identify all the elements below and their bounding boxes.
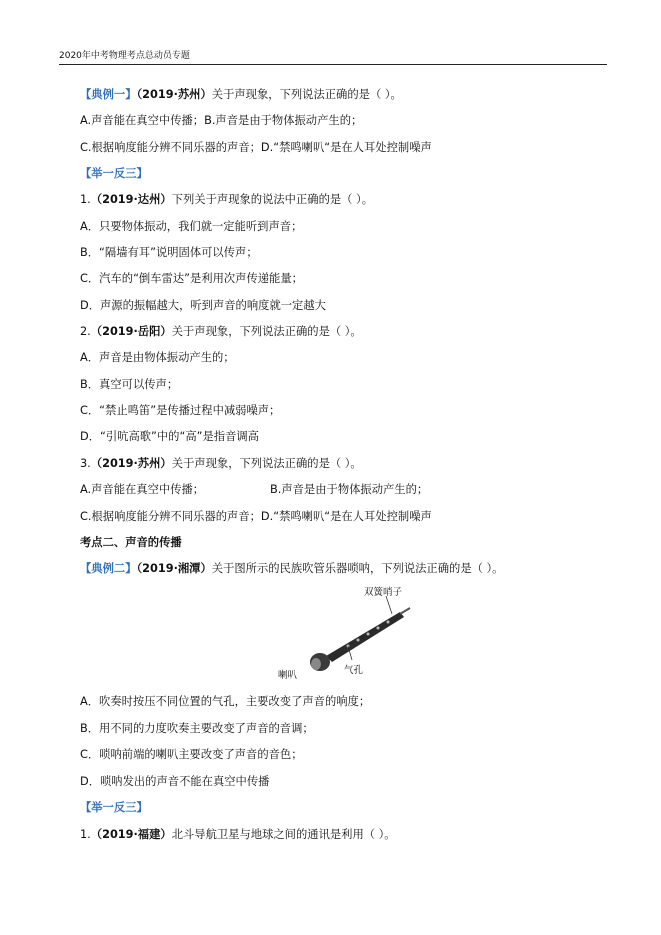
option-line: C.根据响度能分辨不同乐器的声音；D.“禁鸣喇叭“是在人耳处控制噪声 [80,510,432,523]
question-1-line [80,193,373,207]
source-tag: （2019·苏州） [136,88,212,101]
question-3-line [80,457,362,471]
finger-hole [387,621,390,624]
example-1-line [80,88,402,102]
bell-opening [311,658,321,670]
question-number: 3. [80,457,91,470]
page-header: 2020年中考物理考点总动员专题 [59,48,607,65]
reed-label: 双簧哨子 [364,587,403,598]
finger-hole [377,627,380,630]
option-line: B．“隔墙有耳”说明固体可以传声； [80,246,258,259]
practice-tag: 【举一反三】 [80,167,148,180]
option-line: C．“禁止鸣笛”是传播过程中减弱噪声； [80,404,281,417]
question-text: 北斗导航卫星与地球之间的通讯是利用（ ）。 [171,828,396,841]
option-line: A．声音是由物体振动产生的； [80,351,235,364]
option-line: A.声音能在真空中传播；B.声音是由于物体振动产生的； [80,114,363,127]
question-2-line [80,325,362,339]
source-tag: （2019·岳阳） [90,325,172,338]
option-line: B．用不同的力度吹奏主要改变了声音的音调； [80,722,314,735]
question-text: 关于声现象，下列说法正确的是（ ）。 [171,457,362,470]
question-text: 关于图所示的民族吹管乐器唢呐，下列说法正确的是（ ）。 [211,562,504,575]
example-tag: 【典例一】 [80,88,137,101]
bell-label: 喇叭 [278,670,298,681]
source-tag: （2019·苏州） [90,457,172,470]
finger-hole [357,639,360,642]
option-line: D．唢呐发出的声音不能在真空中传播 [80,775,270,788]
practice-tag: 【举一反三】 [80,801,148,814]
option-line: A.声音能在真空中传播； [80,483,205,496]
option-line: B.声音是由于物体振动产生的； [270,483,429,496]
question-number: 1. [80,193,91,206]
option-line: D．“引吭高歌”中的“高”是指音调高 [80,430,259,443]
source-tag: （2019·湘潭） [136,562,212,575]
option-line: A．只要物体振动，我们就一定能听到声音； [80,220,303,233]
question-text: 关于声现象，下列说法正确的是（ ）。 [171,325,362,338]
option-line: D．声源的振幅越大，听到声音的响度就一定越大 [80,299,326,312]
suona-figure [268,584,428,684]
question-text: 下列关于声现象的说法中正确的是（ ）。 [171,193,373,206]
reed-tip [400,608,410,614]
option-line: C．唢呐前端的喇叭主要改变了声音的音色； [80,748,303,761]
question-1b-line [80,828,396,842]
reed-leader-line [386,596,392,614]
option-line: C．汽车的“倒车雷达”是利用次声传递能量； [80,272,303,285]
source-tag: （2019·达州） [90,193,172,206]
question-number: 2. [80,325,91,338]
question-number: 1. [80,828,91,841]
finger-hole [367,633,370,636]
example-tag: 【典例二】 [80,562,137,575]
option-line: B．真空可以传声； [80,378,179,391]
option-line: C.根据响度能分辨不同乐器的声音；D.“禁鸣喇叭“是在人耳处控制噪声 [80,141,432,154]
option-line: A．吹奏时按压不同位置的气孔，主要改变了声音的响度； [80,695,371,708]
suona-body [326,612,404,662]
section-heading: 考点二、声音的传播 [80,536,182,549]
question-text: 关于声现象，下列说法正确的是（ ）。 [211,88,402,101]
hole-label: 气孔 [344,665,364,676]
example-2-line [80,562,503,576]
source-tag: （2019·福建） [90,828,172,841]
